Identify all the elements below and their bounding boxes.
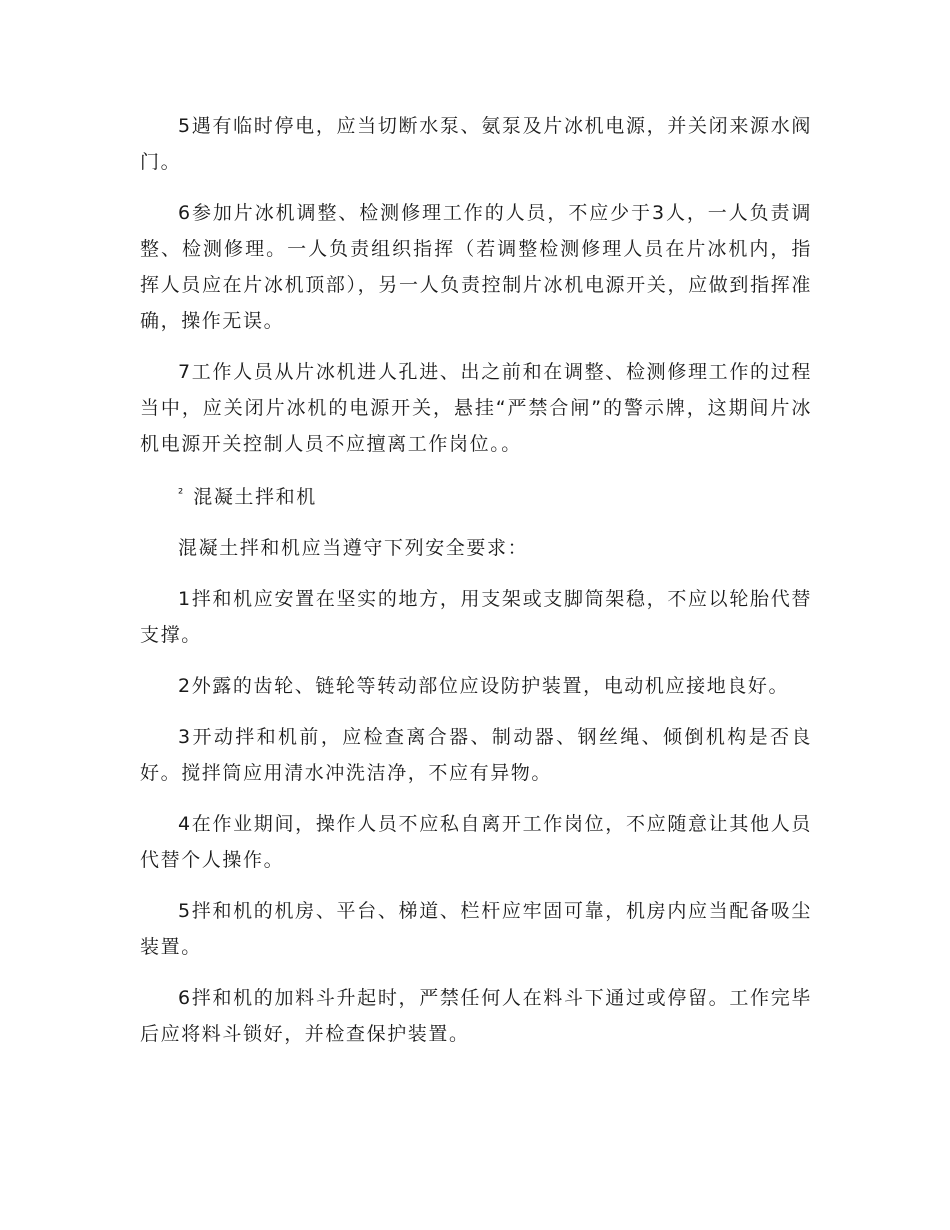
section-title: 混凝土拌和机	[193, 486, 317, 508]
list-item: 5拌和机的机房、平台、梯道、栏杆应牢固可靠，机房内应当配备吸尘装置。	[140, 900, 812, 958]
list-item: 1拌和机应安置在坚实的地方，用支架或支脚筒架稳，不应以轮胎代替支撑。	[140, 588, 812, 646]
list-item: 3开动拌和机前，应检查离合器、制动器、钢丝绳、倾倒机构是否良好。搅拌筒应用清水冲洗洁净，不应有异物。	[140, 726, 812, 784]
paragraph-maintenance-staff: 6参加片冰机调整、检测修理工作的人员，不应少于3人，一人负责调整、检测修理。一人负责组织指挥（若调整检测修理人员在片冰机内，指挥人员应在片冰机顶部），另一人负责控制片冰机电源开关，应做到指挥准确，操作无误。	[140, 202, 812, 332]
section-intro: 混凝土拌和机应当遵守下列安全要求：	[178, 537, 529, 559]
list-item: 2外露的齿轮、链轮等转动部位应设防护装置，电动机应接地良好。	[178, 675, 790, 697]
section-heading	[140, 477, 812, 515]
list-item: 6拌和机的加料斗升起时，严禁任何人在料斗下通过或停留。工作完毕后应将料斗锁好，并检查保护装置。	[140, 987, 812, 1045]
section-number: ²	[178, 487, 184, 502]
list-item: 4在作业期间，操作人员不应私自离开工作岗位，不应随意让其他人员代替个人操作。	[140, 813, 812, 871]
paragraph-manhole-safety: 7工作人员从片冰机进人孔进、出之前和在调整、检测修理工作的过程当中，应关闭片冰机的电源开关，悬挂“严禁合闸”的警示牌，这期间片冰机电源开关控制人员不应擅离工作岗位。。	[140, 361, 812, 455]
paragraph-power-outage: 5遇有临时停电，应当切断水泵、氨泵及片冰机电源，并关闭来源水阀门。	[140, 115, 812, 173]
document-body	[140, 108, 812, 1067]
